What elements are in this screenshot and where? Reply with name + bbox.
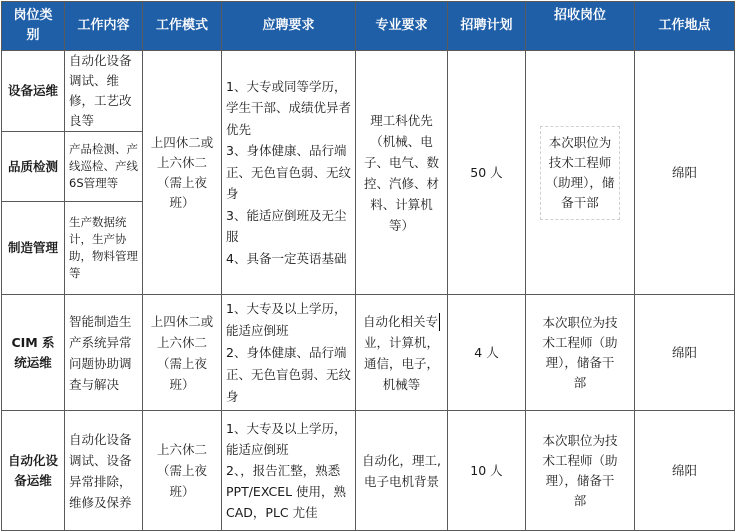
content-cell: 智能制造生产系统异常问题协助调查与解决: [65, 295, 143, 411]
content-cell: 生产数据统计，生产协助，物料管理等: [65, 202, 143, 295]
mode-cell: 上四休二或上六休二（需上夜班）: [143, 295, 222, 411]
header-mode: 工作模式: [143, 2, 222, 51]
major-cell: [356, 295, 448, 411]
position-cell: 本次职位为技术工程师（助理），储备干部: [526, 295, 635, 411]
content-cell: 产品检测、产线巡检、产线6S管理等: [65, 132, 143, 202]
requirements-cell: 1、大专或同等学历，学生干部、成绩优异者优先 3、身体健康、品行端正、无色盲色弱、无纹身 3、能适应倒班及无尘服 4、具备一定英语基础: [222, 51, 356, 295]
header-category: 岗位类别: [2, 2, 65, 51]
header-location: 工作地点: [635, 2, 735, 51]
plan-cell: 50 人: [448, 51, 526, 295]
header-plan: 招聘计划: [448, 2, 526, 51]
major-text-a: 自动化相关专: [362, 313, 438, 329]
position-text: 本次职位为技术工程师（助理），储备干部: [540, 126, 620, 220]
location-cell: 绵阳: [635, 51, 735, 295]
plan-cell: 4 人: [448, 295, 526, 411]
location-cell: 绵阳: [635, 295, 735, 411]
position-cell: 本次职位为技术工程师（助理），储备干部: [526, 411, 635, 531]
header-row: [2, 2, 735, 51]
category-cell: 品质检测: [2, 132, 65, 202]
mode-cell: 上四休二或上六休二（需上夜班）: [143, 51, 222, 295]
category-cell: 设备运维: [2, 51, 65, 132]
major-text-b: 业，计算机，通信，电子，机械等: [363, 334, 439, 392]
requirements-cell: 1、大专及以上学历，能适应倒班 2、身体健康、品行端正、无色盲色弱、无纹身: [222, 295, 356, 411]
category-cell: CIM 系统运维: [2, 295, 65, 411]
content-cell: 自动化设备调试、维修，工艺改良等: [65, 51, 143, 132]
text-cursor: [439, 313, 440, 331]
header-content: 工作内容: [65, 2, 143, 51]
table-row: [2, 295, 735, 411]
major-cell: 理工科优先（机械、电子、电气、数控、汽修、材料、计算机等）: [356, 51, 448, 295]
recruitment-table: [1, 1, 735, 531]
location-cell: 绵阳: [635, 411, 735, 531]
header-requirements: 应聘要求: [222, 2, 356, 51]
major-cell: 自动化，理工,电子电机背景: [356, 411, 448, 531]
mode-cell: 上六休二（需上夜班）: [143, 411, 222, 531]
position-cell: [526, 51, 635, 295]
header-major: 专业要求: [356, 2, 448, 51]
category-cell: 自动化设备运维: [2, 411, 65, 531]
table-row: [2, 51, 735, 132]
content-cell: 自动化设备调试、设备异常排除，维修及保养: [65, 411, 143, 531]
header-position: 招收岗位: [526, 2, 635, 51]
category-cell: 制造管理: [2, 202, 65, 295]
plan-cell: 10 人: [448, 411, 526, 531]
requirements-cell: 1、大专及以上学历，能适应倒班 2、，报告汇整，熟悉PPT/EXCEL 使用，熟CAD，PLC 尤佳: [222, 411, 356, 531]
table-row: [2, 411, 735, 531]
